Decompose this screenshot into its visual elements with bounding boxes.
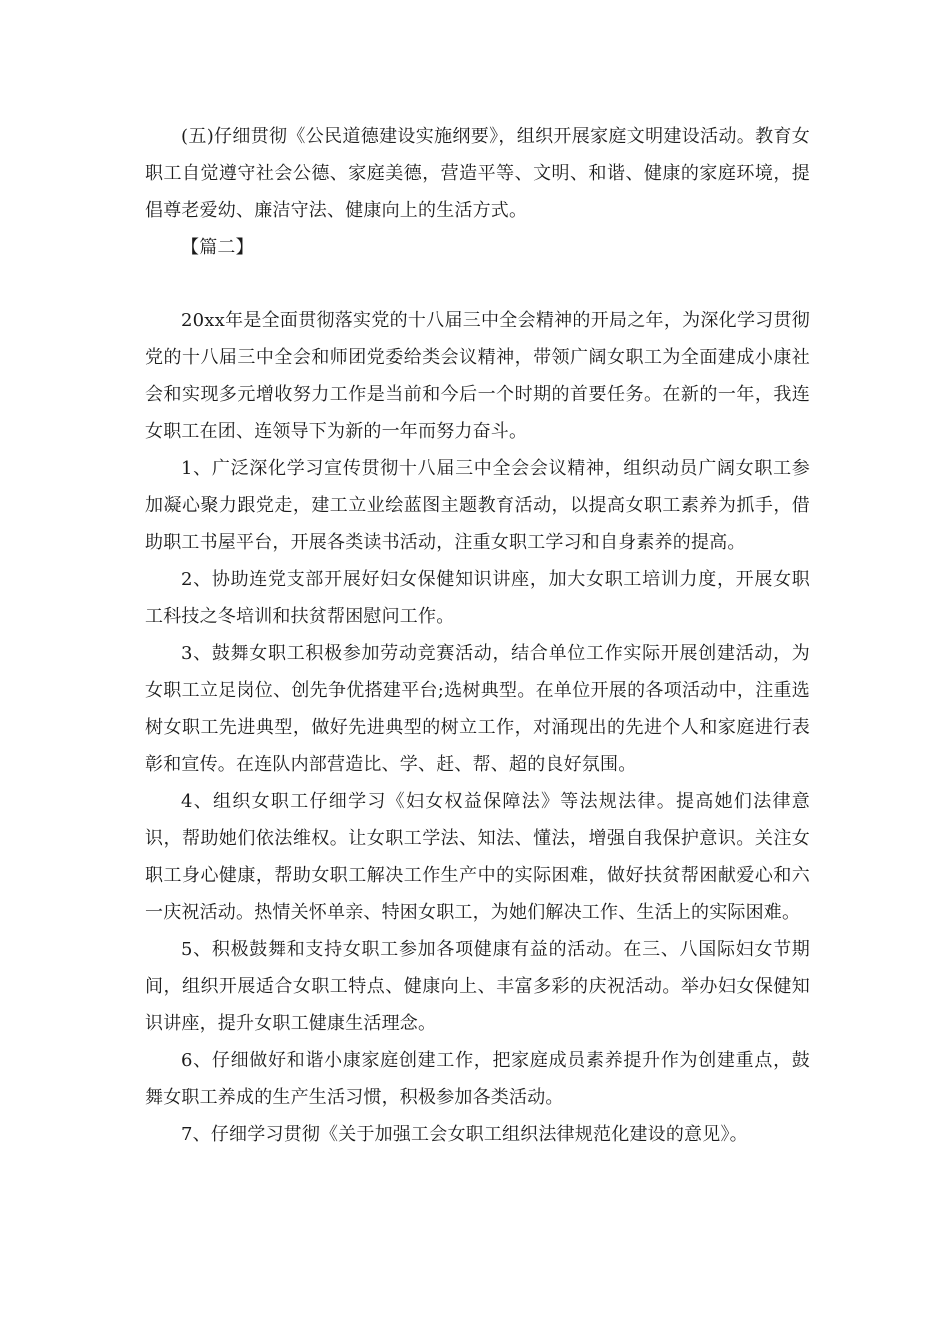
paragraph-item-2: 2、协助连党支部开展好妇女保健知识讲座，加大女职工培训力度，开展女职工科技之冬培训和扶贫帮困慰问工作。	[145, 569, 810, 627]
intro-paragraph: (五)仔细贯彻《公民道德建设实施纲要》，组织开展家庭文明建设活动。教育女职工自觉遵守社会公德、家庭美德，营造平等、文明、和谐、健康的家庭环境，提倡尊老爱幼、廉洁守法、健康向上的生活方式。	[145, 126, 810, 221]
paragraph-item-5: 5、积极鼓舞和支持女职工参加各项健康有益的活动。在三、八国际妇女节期间，组织开展适合女职工特点、健康向上、丰富多彩的庆祝活动。举办妇女保健知识讲座，提升女职工健康生活理念。	[145, 939, 810, 1034]
paragraph-item-4: 4、组织女职工仔细学习《妇女权益保障法》等法规法律。提高她们法律意识，帮助她们依法维权。让女职工学法、知法、懂法，增强自我保护意识。关注女职工身心健康，帮助女职工解决工作生产中的实际困难，做好扶贫帮困献爱心和六一庆祝活动。热情关怀单亲、特困女职工，为她们解决工作、生活上的实际困难。	[145, 791, 810, 923]
paragraph-item-7: 7、仔细学习贯彻《关于加强工会女职工组织法律规范化建设的意见》。	[181, 1124, 748, 1145]
paragraph-overview: 20xx年是全面贯彻落实党的十八届三中全会精神的开局之年，为深化学习贯彻党的十八届三中全会和师团党委给类会议精神，带领广阔女职工为全面建成小康社会和实现多元增收努力工作是当前和今后一个时期的首要任务。在新的一年，我连女职工在团、连领导下为新的一年而努力奋斗。	[145, 310, 810, 442]
paragraph-item-6: 6、仔细做好和谐小康家庭创建工作，把家庭成员素养提升作为创建重点，鼓舞女职工养成的生产生活习惯，积极参加各类活动。	[145, 1050, 810, 1108]
paragraph-item-3: 3、鼓舞女职工积极参加劳动竞赛活动，结合单位工作实际开展创建活动，为女职工立足岗位、创先争优搭建平台;选树典型。在单位开展的各项活动中，注重选树女职工先进典型，做好先进典型的树立工作，对涌现出的先进个人和家庭进行表彰和宣传。在连队内部营造比、学、赶、帮、超的良好氛围。	[145, 643, 810, 775]
section-heading: 【篇二】	[181, 237, 254, 258]
paragraph-item-1: 1、广泛深化学习宣传贯彻十八届三中全会会议精神，组织动员广阔女职工参加凝心聚力跟党走，建工立业绘蓝图主题教育活动，以提高女职工素养为抓手，借助职工书屋平台，开展各类读书活动，注重女职工学习和自身素养的提高。	[145, 458, 810, 553]
section-spacer	[145, 266, 810, 302]
document-body	[145, 118, 810, 1153]
